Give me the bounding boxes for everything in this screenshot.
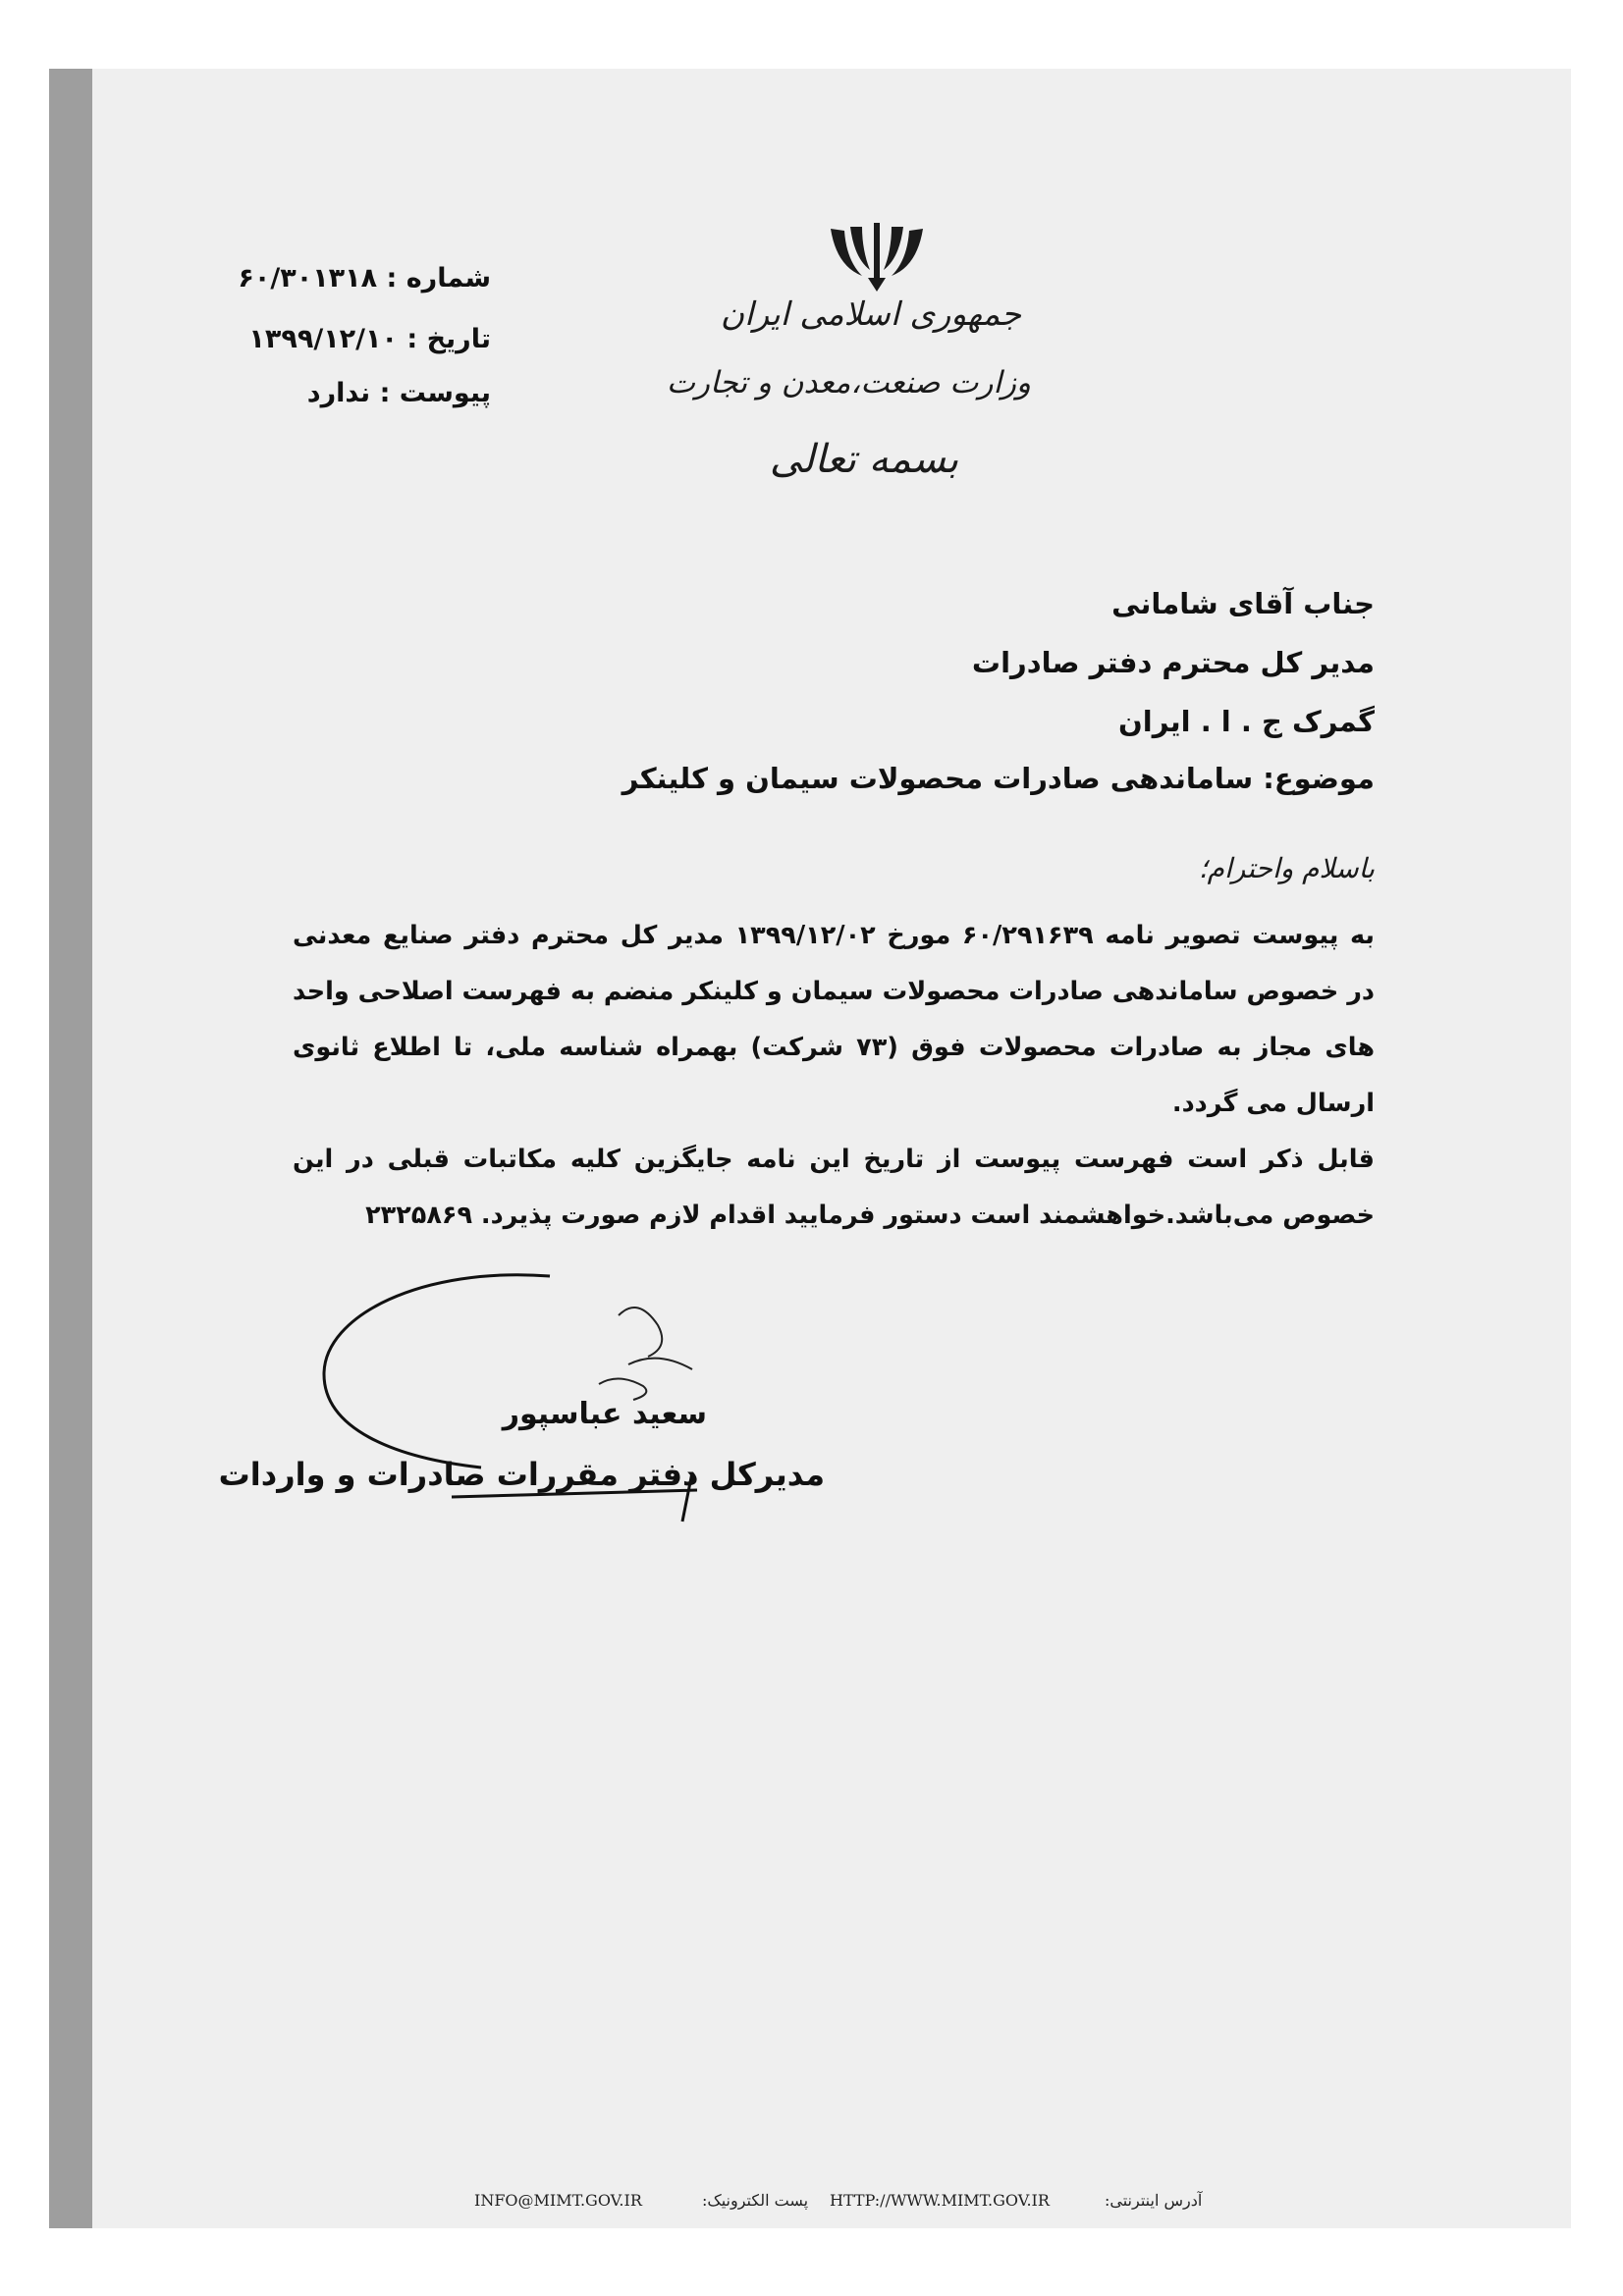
recipient-organization: گمرک ج . ا . ایران — [1118, 705, 1375, 738]
iran-emblem-icon — [823, 221, 931, 299]
basmala: بسمه تعالی — [769, 437, 959, 482]
recipient-name: جناب آقای شامانی — [1111, 587, 1375, 620]
letter-subject: موضوع: ساماندهی صادرات محصولات سیمان و کلینکر — [622, 762, 1375, 795]
footer-email[interactable]: INFO@MIMT.GOV.IR — [474, 2191, 642, 2210]
letter-body — [293, 908, 1375, 1244]
scan-edge-shadow — [49, 69, 92, 2228]
letter-attachment: پیوست : ندارد — [306, 378, 491, 408]
letter-number: شماره : ۶۰/۳۰۱۳۱۸ — [238, 263, 491, 294]
footer-email-label: پست الکترونیک: — [702, 2191, 809, 2210]
letter-date: تاریخ : ۱۳۹۹/۱۲/۱۰ — [248, 324, 491, 354]
signatory-title: مدیرکل دفتر مقررات صادرات و واردات — [218, 1456, 825, 1493]
ministry-name: وزارت صنعت،معدن و تجارت — [666, 365, 1031, 400]
body-paragraph: به پیوست تصویر نامه ۶۰/۲۹۱۶۳۹ مورخ ۱۳۹۹/۱۲/۰۲ مدیر کل محترم دفتر صنایع معدنی در خصوص ساماندهی صادرات محصولات سیمان و کلینکر منضم به فهرست اصلاحی واحد های مجاز به صادرات محصولات فوق (۷۳ شرکت) بهمراه شناسه ملی، تا اطلاع ثانوی ارسال می گردد. — [293, 921, 1376, 1118]
signatory-name: سعید عباسپور — [502, 1397, 707, 1431]
body-paragraph: قابل ذکر است فهرست پیوست از تاریخ این نامه جایگزین کلیه مکاتبات قبلی در این خصوص می‌باشد.خواهشمند است دستور فرمایید اقدام لازم صورت پذیرد. ۲۳۲۵۸۶۹ — [293, 1145, 1375, 1230]
recipient-position: مدیر کل محترم دفتر صادرات — [971, 646, 1375, 679]
country-name: جمهوری اسلامی ایران — [720, 294, 1021, 333]
footer-website[interactable]: HTTP://WWW.MIMT.GOV.IR — [830, 2191, 1050, 2210]
greeting: باسلام واحترام؛ — [1198, 852, 1375, 884]
footer-web-label: آدرس اینترنتی: — [1105, 2191, 1203, 2210]
page-bottom-margin — [0, 2228, 1623, 2296]
